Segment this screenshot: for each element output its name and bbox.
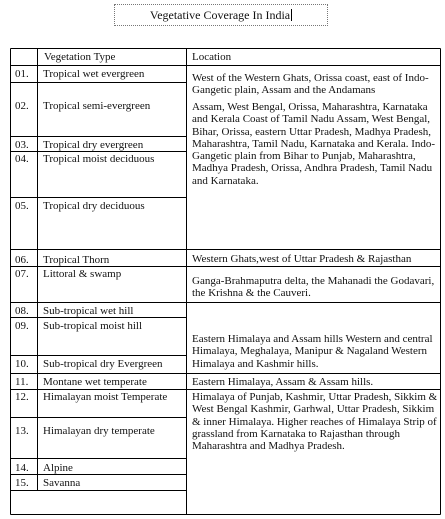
- vegetation-type: Tropical dry evergreen: [43, 139, 144, 151]
- header-location: Location: [192, 51, 232, 63]
- vegetation-type: Tropical semi-evergreen: [43, 100, 151, 112]
- row-num: 06.: [15, 254, 29, 266]
- location-text: Eastern Himalaya, Assam & Assam hills.: [192, 376, 374, 388]
- row-num: 05.: [15, 200, 29, 212]
- row-num: 01.: [15, 68, 29, 80]
- row-num: 11.: [15, 376, 29, 388]
- row-num: 15.: [15, 477, 29, 489]
- row-num: 03.: [15, 139, 29, 151]
- vegetation-type: Tropical dry deciduous: [43, 200, 145, 212]
- vegetation-type: Littoral & swamp: [43, 268, 122, 280]
- vegetation-type: Alpine: [43, 462, 73, 474]
- row-num: 08.: [15, 305, 29, 317]
- vegetation-type: Sub-tropical moist hill: [43, 320, 142, 332]
- location-text: Western Ghats,west of Uttar Pradesh & Rajasthan: [192, 253, 412, 265]
- vegetation-type: Sub-tropical dry Evergreen: [43, 358, 163, 370]
- vegetation-type: Sub-tropical wet hill: [43, 305, 134, 317]
- row-num: 13.: [15, 425, 29, 437]
- location-text: Assam, West Bengal, Orissa, Maharashtra, Karnataka and Kerala Coast of Tamil Nadu Assam, West Bengal, Bihar, Orissa, eastern Uttar Pradesh, Madhya Pradesh, Maharashtra, Tamil Nadu, Karnataka and Kerala. Indo-Gangetic plain from Bihar to Punjab, Maharashtra, Madhya Pradesh, Orissa, Andhra Pradesh, Tamil Nadu and Karnataka.: [192, 101, 436, 187]
- row-num: 07.: [15, 268, 29, 280]
- vegetation-type: Himalayan dry temperate: [43, 425, 155, 437]
- document-title: Vegetative Coverage In India: [149, 8, 291, 22]
- header-vegetation-type: Vegetation Type: [44, 51, 116, 63]
- location-text: Ganga-Brahmaputra delta, the Mahanadi the Godavari, the Krishna & the Cauveri.: [192, 275, 435, 300]
- location-text: Himalaya of Punjab, Kashmir, Uttar Pradesh, Sikkim & West Bengal Kashmir, Garhwal, Uttar Pradesh, Sikkim & inner Himalaya. Higher reaches of Himalaya Strip of grassland from Karnataka to Rajasthan through Maharashtra and Madhya Pradesh.: [192, 391, 438, 453]
- location-text: West of the Western Ghats, Orissa coast, east of Indo-Gangetic plain, Assam and the Andamans: [192, 72, 429, 97]
- vegetation-type: Savanna: [43, 477, 81, 489]
- vegetation-type: Montane wet temperate: [43, 376, 147, 388]
- vegetation-type: Himalayan moist Temperate: [43, 391, 168, 403]
- row-num: 02.: [15, 100, 29, 112]
- vegetation-type: Tropical wet evergreen: [43, 68, 145, 80]
- vegetation-type: Tropical Thorn: [43, 254, 110, 266]
- row-num: 04.: [15, 153, 29, 165]
- location-text: Eastern Himalaya and Assam hills Western and central Himalaya, Meghalaya, Manipur & Nagaland Western Himalaya and Kashmir hills.: [192, 333, 433, 370]
- vegetation-type: Tropical moist deciduous: [43, 153, 155, 165]
- row-num: 09.: [15, 320, 29, 332]
- row-num: 14.: [15, 462, 29, 474]
- row-num: 10.: [15, 358, 29, 370]
- row-num: 12.: [15, 391, 29, 403]
